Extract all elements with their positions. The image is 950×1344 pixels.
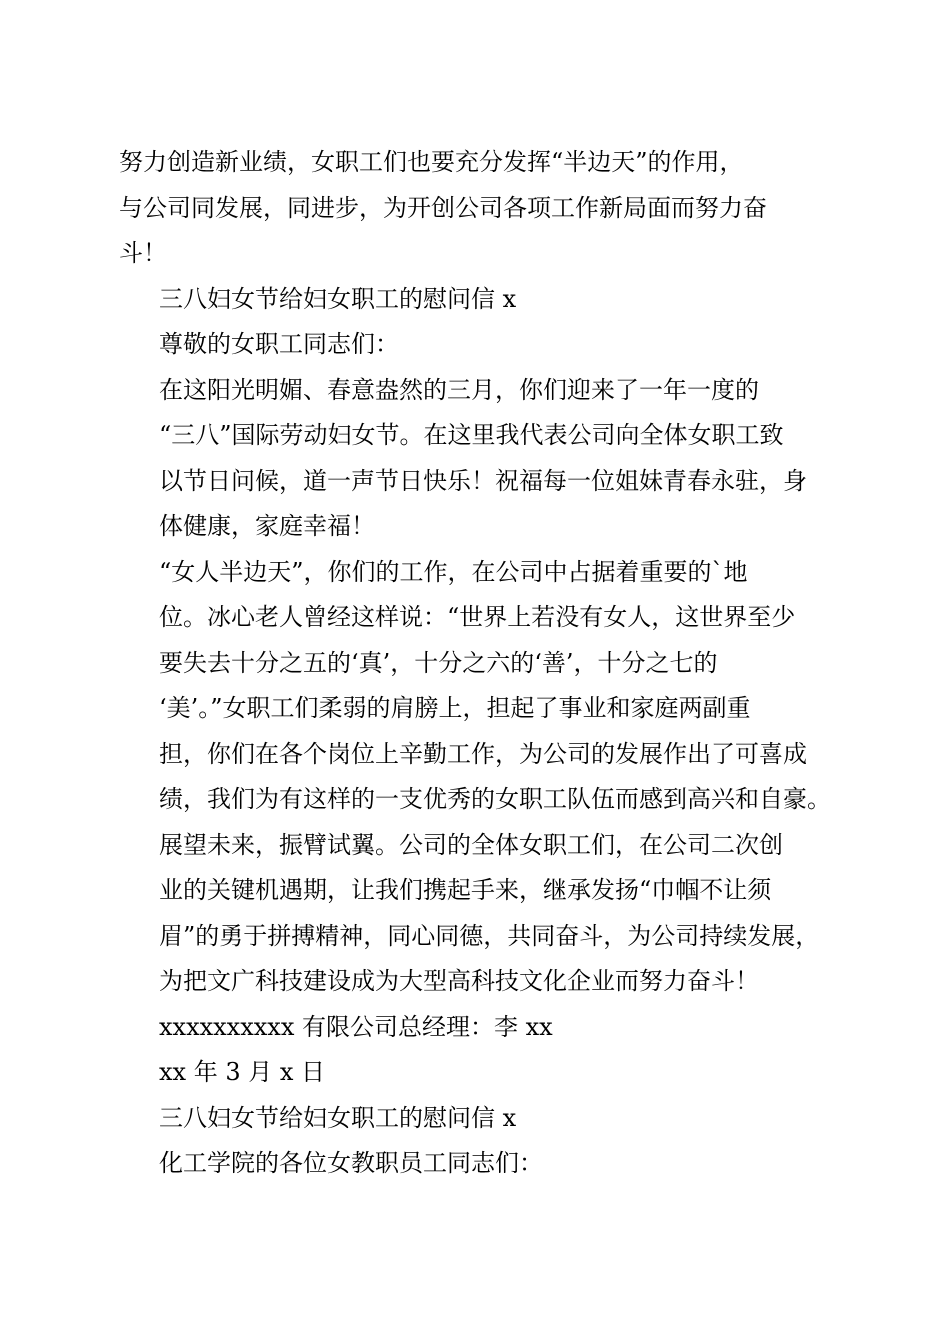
letter-signature xyxy=(119,1005,837,1051)
paragraph-closing-continuation xyxy=(119,140,837,277)
text-line: 为把文广科技建设成为大型高科技文化企业而努力奋斗！ xyxy=(159,967,759,995)
text-line: “女人半边天”，你们的工作，在公司中占据着重要的`地 xyxy=(159,557,748,586)
paragraph-greeting xyxy=(119,368,837,550)
text-line: 化工学院的各位女教职员工同志们： xyxy=(159,1149,543,1177)
text-line: “三八”国际劳动妇女节。在这里我代表公司向全体女职工致 xyxy=(159,421,784,449)
text-line: 努力创造新业绩，女职工们也要充分发挥“半边天”的作用， xyxy=(119,148,744,176)
letter-salutation xyxy=(119,322,837,368)
text-line: 绩，我们为有这样的一支优秀的女职工队伍而感到高兴和自豪。 xyxy=(159,785,831,813)
text-line: 以节日问候，道一声节日快乐！祝福每一位姐妹青春永驻，身 xyxy=(159,466,807,495)
text-line: xxxxxxxxxx 有限公司总经理：李 xx xyxy=(159,1012,553,1041)
text-line: 斗！ xyxy=(119,239,167,267)
letter-title xyxy=(119,277,837,323)
letter-title-second xyxy=(119,1096,837,1142)
text-line: 体健康，家庭幸福！ xyxy=(159,512,375,540)
letter-salutation-second xyxy=(119,1141,837,1187)
text-line: 担，你们在各个岗位上辛勤工作，为公司的发展作出了可喜成 xyxy=(159,739,807,768)
text-line: 眉”的勇于拼搏精神，同心同德，共同奋斗，为公司持续发展， xyxy=(159,921,820,950)
text-line: 在这阳光明媚、春意盎然的三月，你们迎来了一年一度的 xyxy=(159,375,759,404)
paragraph-outlook xyxy=(119,823,837,1005)
letter-date xyxy=(119,1050,837,1096)
text-line: 业的关键机遇期，让我们携起手来，继承发扬“巾帼不让须 xyxy=(159,876,772,904)
text-line: 展望未来，振臂试翼。公司的全体女职工们，在公司二次创 xyxy=(159,830,783,859)
text-line: 三八妇女节给妇女职工的慰问信 x xyxy=(159,284,517,313)
text-line: 位。冰心老人曾经这样说：“世界上若没有女人，这世界至少 xyxy=(159,603,796,631)
text-line: 要失去十分之五的‘真’，十分之六的‘善’，十分之七的 xyxy=(159,648,718,677)
text-line: 尊敬的女职工同志们： xyxy=(159,330,399,358)
text-line: ‘美’。”女职工们柔弱的肩膀上，担起了事业和家庭两副重 xyxy=(159,694,751,722)
document-body xyxy=(119,140,837,1187)
text-line: xx 年 3 月 x 日 xyxy=(159,1058,326,1086)
text-line: 三八妇女节给妇女职工的慰问信 x xyxy=(159,1103,517,1132)
text-line: 与公司同发展，同进步，为开创公司各项工作新局面而努力奋 xyxy=(119,193,767,222)
paragraph-half-sky xyxy=(119,550,837,823)
